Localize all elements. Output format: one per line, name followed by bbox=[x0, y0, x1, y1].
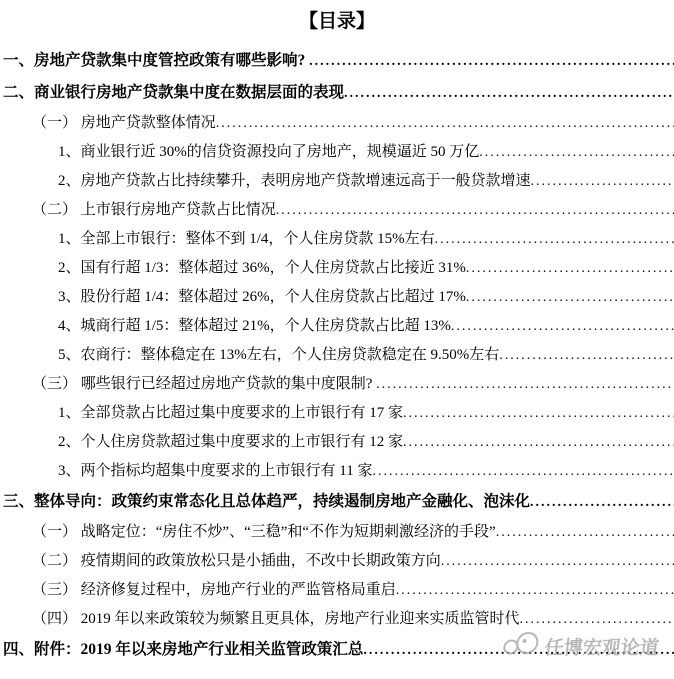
toc-entry[interactable] bbox=[0, 518, 674, 547]
watermark-logo-icon bbox=[498, 630, 541, 662]
toc-entry-text: （二） 疫情期间的政策放松只是小插曲，不改中长期政策方向 bbox=[32, 553, 441, 569]
dot-leader bbox=[376, 370, 674, 399]
toc-entry[interactable] bbox=[0, 547, 674, 576]
toc-entry-text: （三） 经济修复过程中，房地产行业的严监管格局重启 bbox=[32, 582, 396, 598]
toc-entry-text: 一、房地产贷款集中度管控政策有哪些影响? bbox=[3, 52, 310, 69]
toc-entry-text: 2、国有行超 1/3：整体超过 36%，个人住房贷款占比接近 31% bbox=[58, 260, 466, 276]
dot-leader bbox=[496, 518, 674, 547]
dot-leader bbox=[372, 457, 674, 486]
watermark bbox=[498, 630, 660, 662]
toc-entry-text: （一） 战略定位：“房住不炒”、“三稳”和“不作为短期刺激经济的手段” bbox=[32, 524, 496, 540]
page-title: 【目录】 bbox=[298, 11, 375, 32]
dot-leader bbox=[479, 138, 674, 167]
toc-entry[interactable] bbox=[0, 167, 674, 196]
toc-entry[interactable] bbox=[0, 486, 674, 518]
toc-entry-text: 1、全部上市银行：整体不到 1/4，个人住房贷款 15%左右 bbox=[58, 231, 435, 247]
toc-entry[interactable] bbox=[0, 196, 674, 225]
dot-leader bbox=[466, 254, 674, 283]
toc-entry[interactable] bbox=[0, 254, 674, 283]
toc-entry[interactable] bbox=[0, 312, 674, 341]
toc-entry-text: 2、房地产贷款占比持续攀升，表明房地产贷款增速远高于一般贷款增速 bbox=[58, 173, 531, 189]
dot-leader bbox=[276, 196, 674, 225]
dot-leader bbox=[216, 109, 674, 138]
dot-leader bbox=[403, 399, 674, 428]
dot-leader bbox=[530, 487, 674, 518]
toc-list bbox=[0, 45, 674, 666]
toc-entry-text: 1、商业银行近 30%的信贷资源投向了房地产，规模逼近 50 万亿 bbox=[58, 144, 480, 160]
toc-entry-text: 4、城商行超 1/5：整体超过 21%，个人住房贷款占比超 13% bbox=[58, 318, 451, 334]
toc-entry-text: 2、个人住房贷款超过集中度要求的上市银行有 12 家 bbox=[58, 434, 404, 450]
dot-leader bbox=[466, 283, 674, 312]
toc-entry-text: 1、全部贷款占比超过集中度要求的上市银行有 17 家 bbox=[58, 405, 404, 421]
dot-leader bbox=[451, 312, 674, 341]
toc-entry-text: 四、附件：2019 年以来房地产行业相关监管政策汇总 bbox=[3, 641, 364, 658]
toc-entry-text: 二、商业银行房地产贷款集中度在数据层面的表现 bbox=[3, 84, 345, 101]
toc-entry[interactable] bbox=[0, 341, 674, 370]
toc-entry[interactable] bbox=[0, 225, 674, 254]
dot-leader bbox=[403, 428, 674, 457]
toc-entry-text: 三、整体导向：政策约束常态化且总体趋严，持续遏制房地产金融化、泡沫化 bbox=[3, 493, 531, 510]
toc-entry[interactable] bbox=[0, 399, 674, 428]
dot-leader bbox=[499, 341, 674, 370]
toc-entry[interactable] bbox=[0, 428, 674, 457]
toc-entry-text: 5、农商行：整体稳定在 13%左右，个人住房贷款稳定在 9.50%左右 bbox=[58, 347, 500, 363]
dot-leader bbox=[435, 225, 674, 254]
toc-entry[interactable] bbox=[0, 138, 674, 167]
toc-entry[interactable] bbox=[0, 457, 674, 486]
dot-leader bbox=[344, 78, 674, 109]
toc-entry-text: （四） 2019 年以来政策较为频繁且更具体，房地产行业迎来实质监管时代 bbox=[32, 611, 520, 627]
dot-leader bbox=[531, 167, 674, 196]
toc-entry[interactable] bbox=[0, 109, 674, 138]
toc-entry-text: 3、两个指标均超集中度要求的上市银行有 11 家 bbox=[58, 463, 373, 479]
watermark-text: 任博宏观论道 bbox=[543, 637, 660, 659]
toc-entry-text: （一） 房地产贷款整体情况 bbox=[32, 115, 216, 131]
toc-entry-text: （三） 哪些银行已经超过房地产贷款的集中度限制? bbox=[32, 376, 377, 392]
dot-leader bbox=[396, 576, 674, 605]
toc-entry[interactable] bbox=[0, 77, 674, 109]
toc-entry[interactable] bbox=[0, 576, 674, 605]
toc-entry[interactable] bbox=[0, 370, 674, 399]
dot-leader bbox=[441, 547, 674, 576]
toc-entry[interactable] bbox=[0, 283, 674, 312]
toc-entry-text: 3、股份行超 1/4：整体超过 26%，个人住房贷款占比超过 17% bbox=[58, 289, 466, 305]
toc-entry-text: （二） 上市银行房地产贷款占比情况 bbox=[32, 202, 276, 218]
dot-leader bbox=[309, 46, 674, 77]
toc-entry[interactable] bbox=[0, 45, 674, 77]
